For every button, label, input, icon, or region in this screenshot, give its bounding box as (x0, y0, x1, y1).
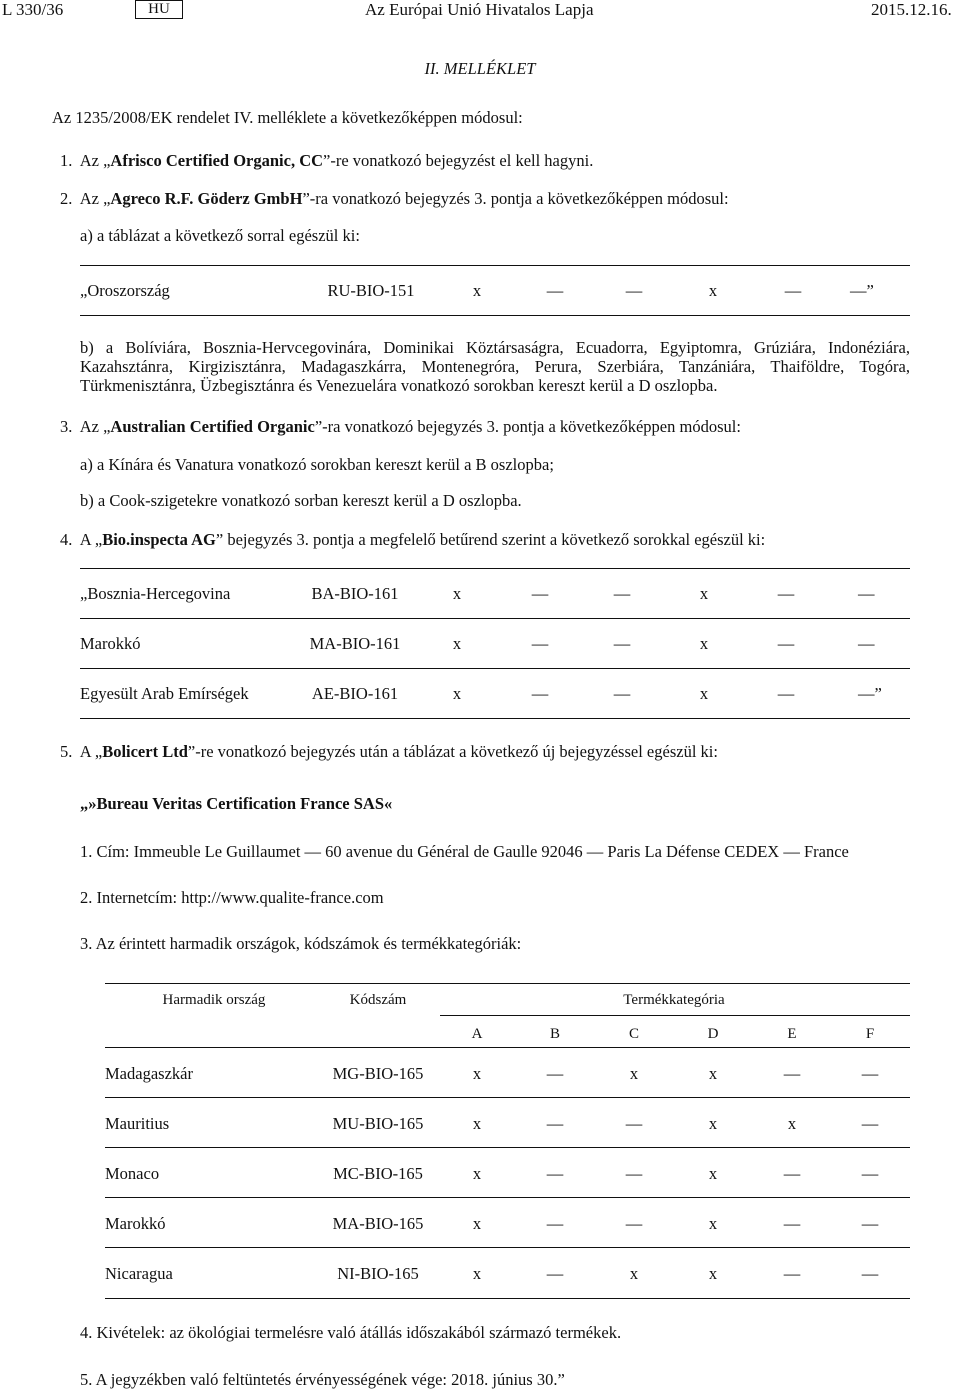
table-cell-f: —” (850, 281, 874, 300)
table-row-1-b: — (531, 584, 549, 603)
table-row-nicaragua-e: — (783, 1264, 801, 1283)
table-cell-e: — (784, 281, 802, 300)
table-rule (80, 668, 910, 669)
table-subheader-f: F (865, 1026, 875, 1042)
table-row-madagaszkar-b: — (546, 1064, 564, 1083)
table-rule (80, 568, 910, 569)
table-cell-b: — (546, 281, 564, 300)
table-row-monaco-country: Monaco (105, 1164, 160, 1183)
item-3-org: Australian Certified Organic (110, 417, 315, 436)
item-3-a: a) a Kínára és Vanatura vonatkozó sorokban kereszt kerül a B oszlopba; (80, 455, 554, 474)
journal-title: Az Európai Unió Hivatalos Lapja (365, 0, 594, 19)
table-row-1-a: x (452, 584, 462, 603)
table-row-madagaszkar-code: MG-BIO-165 (332, 1064, 424, 1083)
table-row-2-e: — (777, 634, 795, 653)
table-row-3-e: — (777, 684, 795, 703)
table-row-marokko-f: — (861, 1214, 879, 1233)
table-rule (105, 1047, 910, 1048)
table-row-1-code: BA-BIO-161 (311, 584, 399, 603)
table-row-1-c: — (613, 584, 631, 603)
intro-text: Az 1235/2008/EK rendelet IV. melléklete a következőképpen módosul: (52, 108, 523, 127)
table-row-1-country: „Bosznia-Hercegovina (80, 584, 231, 603)
table-row-marokko-code: MA-BIO-165 (332, 1214, 424, 1233)
table-row-madagaszkar-country: Madagaszkár (105, 1064, 193, 1083)
table-row-madagaszkar-e: — (783, 1064, 801, 1083)
table-row-mauritius-code: MU-BIO-165 (332, 1114, 424, 1133)
table-row-mauritius-d: x (708, 1114, 718, 1133)
table-row-1-d: x (699, 584, 709, 603)
table-cell-d: x (708, 281, 718, 300)
table-row-madagaszkar-f: — (861, 1064, 879, 1083)
table-row-2-d: x (699, 634, 709, 653)
table-row-2-c: — (613, 634, 631, 653)
table-cell-code: RU-BIO-151 (327, 281, 415, 300)
table-row-2-code: MA-BIO-161 (309, 634, 401, 653)
table-row-1-f: — (858, 584, 875, 603)
language-badge: HU (135, 0, 183, 19)
item-5-org: Bolicert Ltd (102, 742, 188, 761)
table-row-3-d: x (699, 684, 709, 703)
table-row-3-f: —” (858, 684, 882, 703)
table-row-nicaragua-country: Nicaragua (105, 1264, 173, 1283)
table-row-nicaragua-c: x (629, 1264, 639, 1283)
table-row-2-f: — (858, 634, 875, 653)
table-row-mauritius-a: x (472, 1114, 482, 1133)
item-3: 3. Az „Australian Certified Organic”-ra vonatkozó bejegyzés 3. pontja a következőképpen módosul: (60, 417, 741, 436)
table-row-madagaszkar-c: x (629, 1064, 639, 1083)
table-row-mauritius-c: — (625, 1114, 643, 1133)
table-row-marokko-country: Marokkó (105, 1214, 166, 1233)
item-4: 4. A „Bio.inspecta AG” bejegyzés 3. pontja a megfelelő betűrend szerint a következő sorokkal egészül ki: (60, 530, 766, 549)
item-2-b: b) a Bolíviára, Bosznia-Hervcegovinára, Dominikai Köztársaságra, Ecuadorra, Egyiptomra, Grúziára, Indonéziára, Kazahsztánra, Kirgizisztánra, Madagaszkárra, Montenegróra, Perura, Szerbiára, Tanzániára, Thaiföldre, Togóra, Türkmenisztánra, Üzbegisztánra és Venezuelára vonatkozó sorokban kereszt kerül a D oszlopba. (80, 338, 910, 395)
table-row-2-b: — (531, 634, 549, 653)
table-cell-country: „Oroszország (80, 281, 170, 300)
table-row-1-e: — (777, 584, 795, 603)
table-row-mauritius-e: x (787, 1114, 797, 1133)
table-rule (80, 265, 910, 266)
table-cell-c: — (625, 281, 643, 300)
table-row-monaco-f: — (861, 1164, 879, 1183)
table-subheader-a: A (471, 1026, 483, 1042)
table-row-3-a: x (452, 684, 462, 703)
table-rule (80, 315, 910, 316)
item-2: 2. Az „Agreco R.F. Göderz GmbH”-ra vonatkozó bejegyzés 3. pontja a következőképpen módosul: (60, 189, 729, 208)
entry-exceptions: 4. Kivételek: az ökológiai termelésre való átállás időszakából származó termékek. (80, 1323, 622, 1342)
entry-website: 2. Internetcím: http://www.qualite-france.com (80, 888, 384, 907)
table-rule (440, 1015, 910, 1016)
table-row-monaco-code: MC-BIO-165 (333, 1164, 423, 1183)
table-subheader-c: C (628, 1026, 640, 1042)
table-row-nicaragua-b: — (546, 1264, 564, 1283)
table-row-monaco-c: — (625, 1164, 643, 1183)
table-header-category: Termékkategória (623, 992, 725, 1008)
table-subheader-b: B (549, 1026, 561, 1042)
table-row-mauritius-b: — (546, 1114, 564, 1133)
table-row-mauritius-f: — (861, 1114, 879, 1133)
entry-table-caption: 3. Az érintett harmadik országok, kódszámok és termékkategóriák: (80, 934, 522, 953)
table-header-code: Kódszám (349, 992, 407, 1008)
table-row-mauritius-country: Mauritius (105, 1114, 170, 1133)
table-header-country: Harmadik ország (162, 992, 266, 1008)
table-cell-a: x (472, 281, 482, 300)
table-subheader-e: E (787, 1026, 797, 1042)
item-1: 1. Az „Afrisco Certified Organic, CC”-re vonatkozó bejegyzést el kell hagyni. (60, 151, 594, 170)
table-row-2-country: Marokkó (80, 634, 141, 653)
item-2-org: Agreco R.F. Göderz GmbH (110, 189, 303, 208)
item-5: 5. A „Bolicert Ltd”-re vonatkozó bejegyzés után a táblázat a következő új bejegyzéssel egészül ki: (60, 742, 718, 761)
table-row-marokko-c: — (625, 1214, 643, 1233)
table-row-3-country: Egyesült Arab Emírségek (80, 684, 249, 703)
table-rule (105, 1147, 910, 1148)
table-row-monaco-a: x (472, 1164, 482, 1183)
table-rule (105, 1247, 910, 1248)
table-rule (80, 618, 910, 619)
item-4-org: Bio.inspecta AG (102, 530, 216, 549)
table-rule (105, 1097, 910, 1098)
table-row-marokko-a: x (472, 1214, 482, 1233)
table-row-3-code: AE-BIO-161 (311, 684, 399, 703)
table-row-madagaszkar-a: x (472, 1064, 482, 1083)
item-2-a: a) a táblázat a következő sorral egészül ki: (80, 226, 360, 245)
item-3-b: b) a Cook-szigetekre vonatkozó sorban kereszt kerül a D oszlopba. (80, 491, 522, 510)
page-reference: L 330/36 (2, 0, 64, 19)
table-rule (105, 1298, 910, 1299)
item-1-org: Afrisco Certified Organic, CC (110, 151, 324, 170)
table-row-2-a: x (452, 634, 462, 653)
table-row-nicaragua-a: x (472, 1264, 482, 1283)
publication-date: 2015.12.16. (871, 0, 952, 19)
new-entry-title: „»Bureau Veritas Certification France SAS« (80, 794, 393, 813)
table-row-monaco-b: — (546, 1164, 564, 1183)
table-row-nicaragua-code: NI-BIO-165 (337, 1264, 419, 1283)
entry-address: 1. Cím: Immeuble Le Guillaumet — 60 avenue du Général de Gaulle 92046 — Paris La Défense CEDEX — France (80, 842, 849, 861)
annex-title: II. MELLÉKLET (424, 59, 536, 78)
table-subheader-d: D (707, 1026, 719, 1042)
table-row-3-c: — (613, 684, 631, 703)
entry-validity: 5. A jegyzékben való feltüntetés érvényességének vége: 2018. június 30.” (80, 1370, 565, 1389)
table-row-marokko-b: — (546, 1214, 564, 1233)
table-row-marokko-d: x (708, 1214, 718, 1233)
table-row-monaco-d: x (708, 1164, 718, 1183)
table-row-madagaszkar-d: x (708, 1064, 718, 1083)
table-row-3-b: — (531, 684, 549, 703)
table-rule (105, 983, 910, 984)
table-row-nicaragua-d: x (708, 1264, 718, 1283)
table-rule (105, 1197, 910, 1198)
table-row-nicaragua-f: — (861, 1264, 879, 1283)
table-row-marokko-e: — (783, 1214, 801, 1233)
table-rule (80, 718, 910, 719)
table-row-monaco-e: — (783, 1164, 801, 1183)
